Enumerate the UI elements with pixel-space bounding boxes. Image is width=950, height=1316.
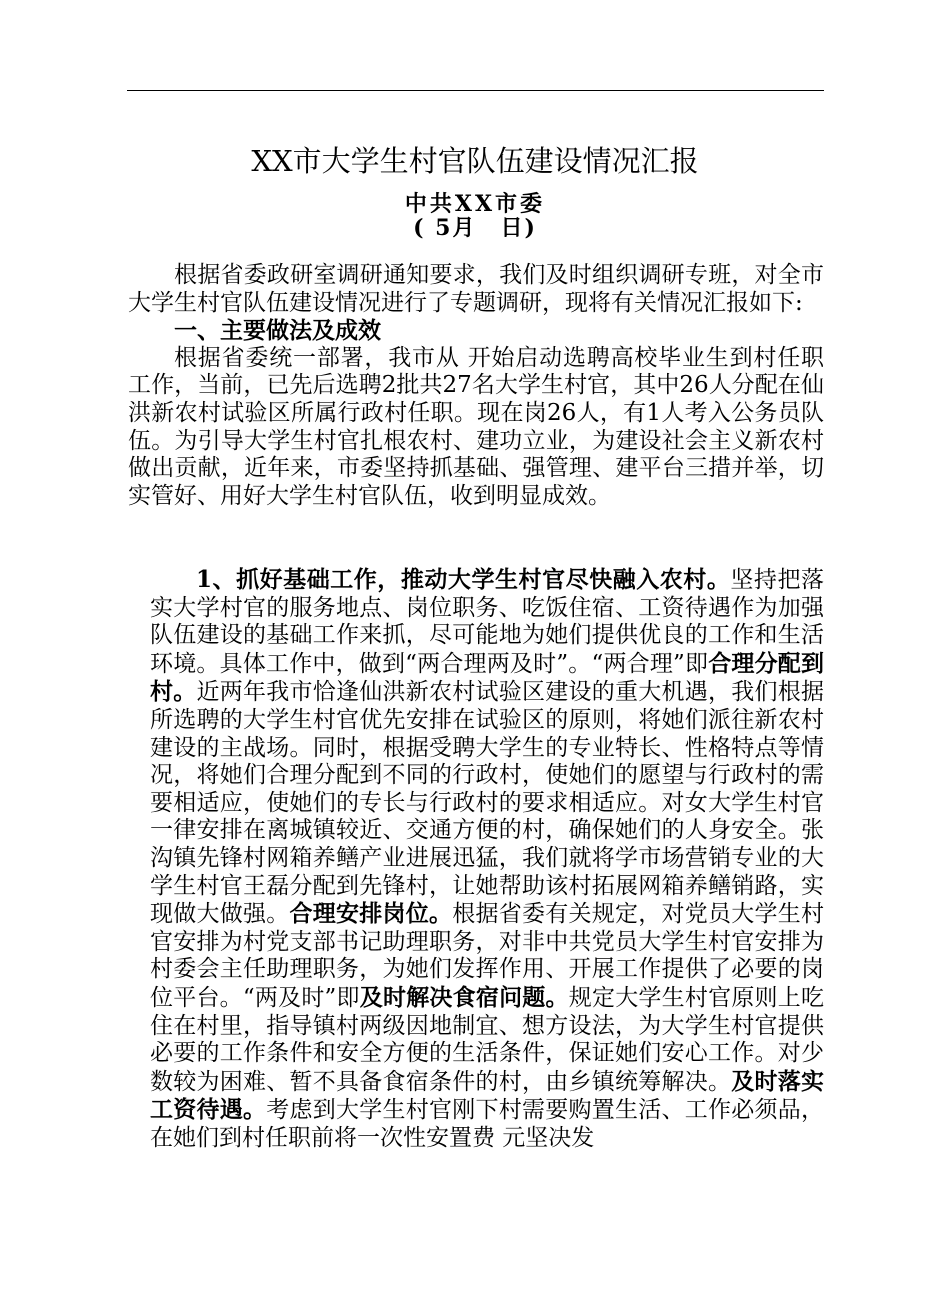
document-date: ( 5月 日) xyxy=(413,215,537,241)
section-1-text-c: 近两年我市恰逢仙洪新农村试验区建设的重大机遇，我们根据所选聘的大学生村官优先安排在试验区的原则，将她们派往新农村建设的主战场。同时，根据受聘大学生的专业特长、性格特点等情况，将她们合理分配到不同的行政村，使她们的愿望与行政村的需要相适应，使她们的专长与行政村的要求相适应。对女大学生村官一律安排在离城镇较近、交通方便的村，确保她们的人身安全。张沟镇先锋村网箱养鳝产业进展迅猛，我们就将学市场营销专业的大学生村官王磊分配到先锋村，让她帮助该村拓展网箱养鳝销路，实现做大做强。 xyxy=(150,679,824,928)
section-1-text-e: 规定大学生村官原则上吃住在村里，指导镇村两级因地制宜、想方设法，为大学生村官提供必要的工作条件和安全方便的生活条件，保证她们安心工作。对少数较为困难、暂不具备食宿条件的村，由乡镇统筹解决。 xyxy=(150,984,824,1095)
header-rule xyxy=(127,90,824,91)
bold-phrase-3: 及时解决食宿问题。 xyxy=(359,983,569,1011)
paragraph-overview: 根据省委统一部署，我市从 开始启动选聘高校毕业生到村任职工作，当前，已先后选聘2批共27名大学生村官，其中26人分配在仙洪新农村试验区所属行政村任职。现在岗26人，有1人考入公务员队伍。为引导大学生村官扎根农村、建功立业，为建设社会主义新农村做出贡献，近年来，市委坚持抓基础、强管理、建平台三措并举，切实管好、用好大学生村官队伍，收到明显成效。 xyxy=(128,344,824,509)
section-1-title: 1、抓好基础工作，推动大学生村官尽快融入农村。 xyxy=(196,566,731,593)
section-1-text-a: 坚持把落实大学村官的服务地点、岗位职务、吃饭住宿、工资待遇作为加强队伍建设的基础工作来抓，尽可能地为她们提供优良的工作和生活环境。具体工作中，做到“两合理两及时”。“两合理”即 xyxy=(150,567,824,677)
intro-section xyxy=(128,262,824,510)
section-1-text-d: 根据省委有关规定，对党员大学生村官安排为村党支部书记助理职务，对非中共党员大学生村官安排为村委会主任助理职务，为她们发挥作用、开展工作提供了必要的岗位平台。“两及时”即 xyxy=(150,901,824,1011)
bold-phrase-2: 合理安排岗位。 xyxy=(289,900,453,928)
bold-phrase-1: 合理分配到村。 xyxy=(150,649,824,706)
paragraph-intro: 根据省委政研室调研通知要求，我们及时组织调研专班，对全市大学生村官队伍建设情况进行了专题调研，现将有关情况汇报如下: xyxy=(128,262,824,316)
heading-main-measures: 一、主要做法及成效 xyxy=(174,317,381,345)
section-1-text-f: 考虑到大学生村官刚下村需要购置生活、工作必须品，在她们到村任职前将一次性安置费 元坚决发 xyxy=(150,1097,824,1151)
section-1 xyxy=(150,566,824,1152)
document-title: XX市大学生村官队伍建设情况汇报 xyxy=(251,144,699,178)
issuing-organization: 中共XX市委 xyxy=(404,191,546,217)
bold-phrase-4: 及时落实工资待遇。 xyxy=(150,1067,824,1124)
paragraph-section-1 xyxy=(150,566,824,1152)
